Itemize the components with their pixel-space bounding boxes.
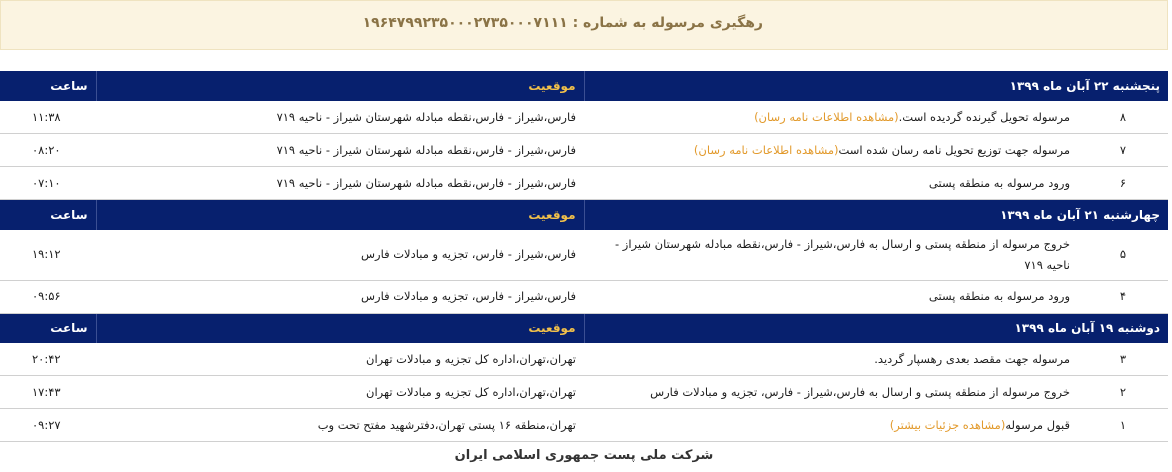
table-row bbox=[0, 343, 1168, 376]
event-location: تهران،تهران،اداره کل تجزیه و مبادلات تهران bbox=[96, 343, 584, 376]
event-location: فارس،شیراز - فارس، تجزیه و مبادلات فارس bbox=[96, 230, 584, 281]
event-rank: ۳ bbox=[1078, 343, 1168, 376]
event-description-cell bbox=[584, 409, 1078, 442]
event-description-cell bbox=[584, 101, 1078, 134]
event-time: ۱۱:۳۸ bbox=[0, 101, 96, 134]
event-rank: ۵ bbox=[1078, 230, 1168, 281]
event-time: ۰۷:۱۰ bbox=[0, 167, 96, 200]
event-time: ۰۹:۲۷ bbox=[0, 409, 96, 442]
table-row bbox=[0, 280, 1168, 313]
event-description: مرسوله تحویل گیرنده گردیده است. bbox=[898, 109, 1071, 124]
time-header: ساعت bbox=[50, 207, 88, 222]
event-rank: ۷ bbox=[1078, 134, 1168, 167]
day-header bbox=[0, 71, 1168, 101]
more-details-link[interactable]: (مشاهده جزئیات بیشتر) bbox=[889, 417, 1006, 432]
event-time: ۲۰:۴۲ bbox=[0, 343, 96, 376]
table-row bbox=[0, 167, 1168, 200]
table-row bbox=[0, 134, 1168, 167]
event-description: مرسوله جهت توزیع تحویل نامه رسان شده است bbox=[838, 142, 1071, 157]
event-description: ورود مرسوله به منطقه پستی bbox=[584, 167, 1078, 200]
event-time: ۰۸:۲۰ bbox=[0, 134, 96, 167]
postman-info-link[interactable]: (مشاهده اطلاعات نامه رسان) bbox=[754, 109, 899, 124]
event-description: خروج مرسوله از منطقه پستی و ارسال به فارس،شیراز - فارس،نقطه مبادله شهرستان شیراز - ناحیه ۷۱۹ bbox=[584, 230, 1078, 281]
table-row bbox=[0, 376, 1168, 409]
tracking-title: رهگیری مرسوله به شماره : ۱۹۶۴۷۹۹۲۳۵۰۰۰۲۷۳۵۰۰۰۷۱۱۱ bbox=[362, 15, 763, 31]
time-header: ساعت bbox=[50, 79, 88, 93]
event-location: فارس،شیراز - فارس، تجزیه و مبادلات فارس bbox=[96, 280, 584, 313]
event-location: فارس،شیراز - فارس،نقطه مبادله شهرستان شیراز - ناحیه ۷۱۹ bbox=[96, 167, 584, 200]
event-description: ورود مرسوله به منطقه پستی bbox=[584, 280, 1078, 313]
event-rank: ۴ bbox=[1078, 280, 1168, 313]
event-description: قبول مرسوله bbox=[1005, 417, 1071, 432]
event-time: ۰۹:۵۶ bbox=[0, 280, 96, 313]
table-row bbox=[0, 409, 1168, 442]
event-description-cell bbox=[584, 134, 1078, 167]
day-date: دوشنبه ۱۹ آبان ماه ۱۳۹۹ bbox=[584, 313, 1168, 343]
event-time: ۱۷:۴۳ bbox=[0, 376, 96, 409]
tracking-banner bbox=[0, 0, 1168, 50]
day-header bbox=[0, 313, 1168, 343]
event-location: تهران،منطقه ۱۶ پستی تهران،دفترشهید مفتح تحت وب bbox=[96, 409, 584, 442]
postman-info-link[interactable]: (مشاهده اطلاعات نامه رسان) bbox=[693, 142, 839, 157]
event-description: خروج مرسوله از منطقه پستی و ارسال به فارس،شیراز - فارس، تجزیه و مبادلات فارس bbox=[584, 376, 1078, 409]
event-description: مرسوله جهت مقصد بعدی رهسپار گردید. bbox=[584, 343, 1078, 376]
location-header: موقعیت bbox=[96, 313, 584, 343]
event-location: تهران،تهران،اداره کل تجزیه و مبادلات تهران bbox=[96, 376, 584, 409]
event-rank: ۲ bbox=[1078, 376, 1168, 409]
event-rank: ۶ bbox=[1078, 167, 1168, 200]
day-header bbox=[0, 200, 1168, 230]
table-row bbox=[0, 230, 1168, 281]
event-rank: ۱ bbox=[1078, 409, 1168, 442]
event-location: فارس،شیراز - فارس،نقطه مبادله شهرستان شیراز - ناحیه ۷۱۹ bbox=[96, 134, 584, 167]
footer-company-name: شرکت ملی پست جمهوری اسلامی ایران bbox=[454, 448, 714, 463]
time-header: ساعت bbox=[50, 321, 88, 336]
day-date: چهارشنبه ۲۱ آبان ماه ۱۳۹۹ bbox=[584, 200, 1168, 230]
location-header: موقعیت bbox=[96, 200, 584, 230]
table-row bbox=[0, 101, 1168, 134]
location-header: موقعیت bbox=[96, 71, 584, 101]
tracking-table bbox=[0, 71, 1168, 442]
day-date: پنجشنبه ۲۲ آبان ماه ۱۳۹۹ bbox=[584, 71, 1168, 101]
event-rank: ۸ bbox=[1078, 101, 1168, 134]
event-time: ۱۹:۱۲ bbox=[0, 230, 96, 281]
event-location: فارس،شیراز - فارس،نقطه مبادله شهرستان شیراز - ناحیه ۷۱۹ bbox=[96, 101, 584, 134]
